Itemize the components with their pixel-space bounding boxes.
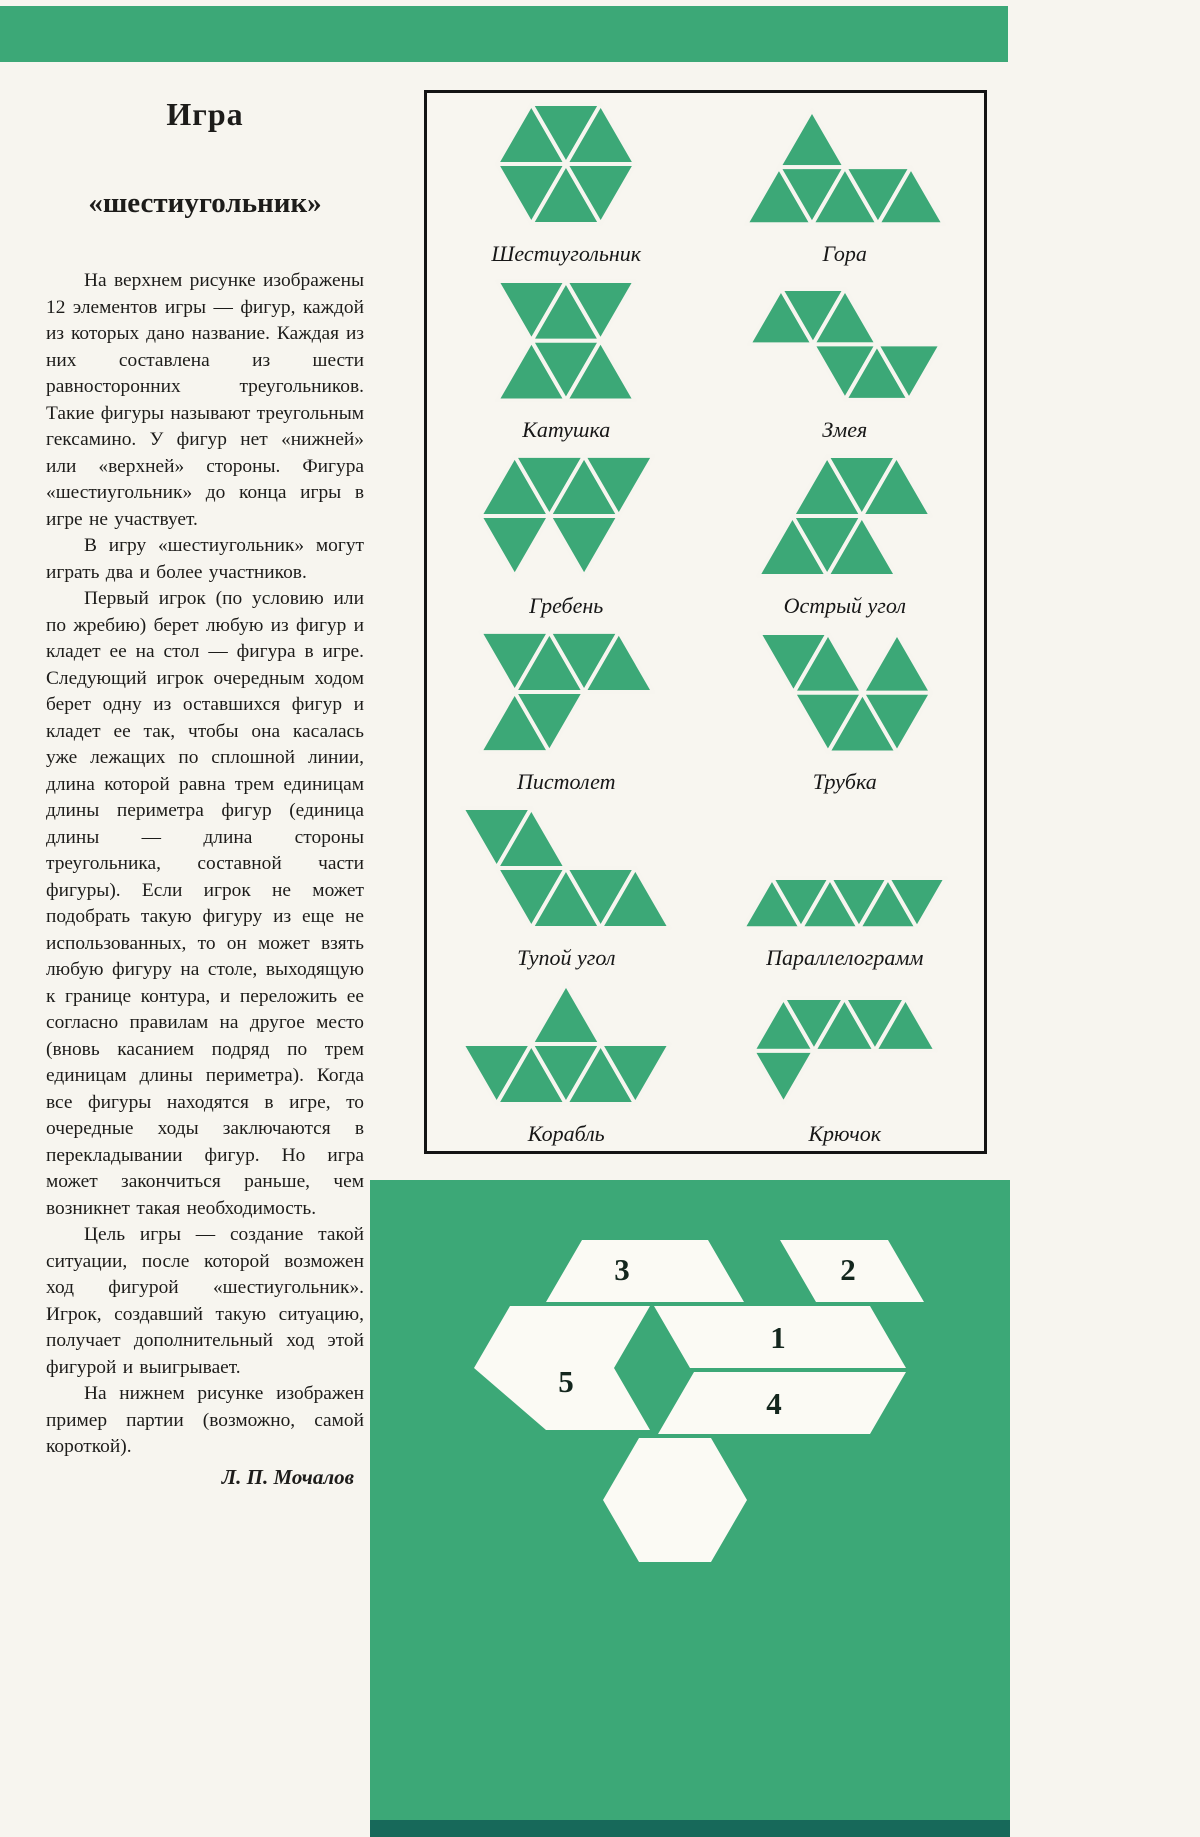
unit-triangle <box>549 516 618 576</box>
pipe-shape <box>756 630 935 756</box>
ship-shape <box>458 981 674 1107</box>
unit-triangle <box>779 110 845 167</box>
game-piece-4 <box>658 1372 906 1434</box>
figure-pipe <box>756 629 935 805</box>
spool-shape <box>494 278 638 404</box>
figure-label: Трубка <box>812 769 877 794</box>
figure-label: Острый угол <box>783 593 906 618</box>
game-piece-3 <box>546 1240 744 1302</box>
page-title: Игра <box>166 96 244 132</box>
figure-mountain <box>743 101 947 277</box>
hexagon-shape <box>493 101 639 227</box>
mountain-shape <box>743 107 947 227</box>
figure-label: Пистолет <box>517 769 616 794</box>
acute-angle-shape <box>754 453 935 579</box>
comb-shape <box>475 453 659 579</box>
figure-snake <box>746 277 944 453</box>
piece-number-5: 5 <box>558 1364 574 1399</box>
figure-label: Шестиугольник <box>491 241 642 266</box>
snake-shape <box>746 286 944 403</box>
game-piece-hexagon <box>603 1438 747 1562</box>
figure-hook <box>750 981 939 1157</box>
figure-hexagon <box>491 101 641 277</box>
author-signature: Л. П. Мочалов <box>221 1464 354 1489</box>
piece-number-1: 1 <box>770 1320 786 1355</box>
page-subtitle: «шестиугольник» <box>88 187 322 219</box>
example-game-panel <box>370 1180 1010 1820</box>
figure-comb <box>475 453 659 629</box>
figure-label: Тупой угол <box>517 945 616 970</box>
figure-parallelogram <box>740 805 949 981</box>
figure-label: Корабль <box>527 1121 605 1146</box>
paragraph: Первый игрок (по условию или по жребию) берет любую из фигур и кладет ее на стол — фигура в игре. Следующий игрок очередным ходом берет одну из оставшихся фигур и кладет ее так, чтобы она касалась уже лежащих по сплошной линии, длина которой равна трем единицам длины периметра фигур (единица длины — длина стороны треугольника, составной части фигуры). Если игрок не может подобрать такую фигуру из еще не использованных, то он может взять любую фигуру на столе, выходящую к границе контура, и переложить ее согласно правилам на другое место (вновь касанием подряд по трем единицам длины периметра). Когда все фигуры находятся в игре, то очередные ходы заключаются в перекладывании фигур. Но игра может закончиться раньше, чем возникнет такая необходимость. <box>46 588 364 1219</box>
paragraph: Цель игры — создание такой ситуации, после которой возможен ход фигурой «шестиугольник». Игрок, создавший такую ситуацию, получает дополнительный ход этой фигурой и выигрывает. <box>46 1224 364 1378</box>
unit-triangle <box>532 984 601 1044</box>
hexiamond-figure-box <box>424 90 987 1154</box>
game-diagram <box>370 1180 1010 1820</box>
figure-label: Параллелограмм <box>766 945 924 970</box>
figure-label: Катушка <box>522 417 611 442</box>
paragraph: В игру «шестиугольник» могут играть два и более участников. <box>46 535 364 583</box>
unit-triangle <box>753 1051 814 1104</box>
figure-ship <box>458 981 674 1157</box>
piece-number-3: 3 <box>614 1252 630 1287</box>
piece-number-4: 4 <box>766 1386 782 1421</box>
unit-triangle <box>862 632 931 692</box>
obtuse-angle-shape <box>458 805 674 931</box>
figure-pistol <box>475 629 659 805</box>
piece-number-2: 2 <box>840 1252 856 1287</box>
paragraph: На верхнем рисунке изображены 12 элементов игры — фигур, каждой из которых дано название. Каждая из них составлена из шести равносторонних треугольников. Такие фигуры называют треугольным гексамино. У фигур нет «нижней» или «верхней» стороны. Фигура «шестиугольник» до конца игры в игре не участвует. <box>46 270 364 530</box>
parallelogram-shape <box>740 875 949 931</box>
unit-triangle <box>480 516 549 576</box>
figure-label: Гребень <box>529 593 604 618</box>
top-green-bar <box>0 6 1008 62</box>
pistol-shape <box>475 629 659 755</box>
paragraph: На нижнем рисунке изображен пример партии (возможно, самой короткой). <box>46 1383 364 1457</box>
figure-obtuse-angle <box>458 805 674 981</box>
article-column <box>46 96 364 1490</box>
figure-spool <box>494 277 638 453</box>
hook-shape <box>750 995 939 1107</box>
figure-label: Крючок <box>808 1121 882 1146</box>
bottom-dark-bar <box>370 1820 1010 1837</box>
figure-label: Гора <box>822 241 867 266</box>
figure-acute-angle <box>754 453 935 629</box>
figure-label: Змея <box>822 417 868 442</box>
